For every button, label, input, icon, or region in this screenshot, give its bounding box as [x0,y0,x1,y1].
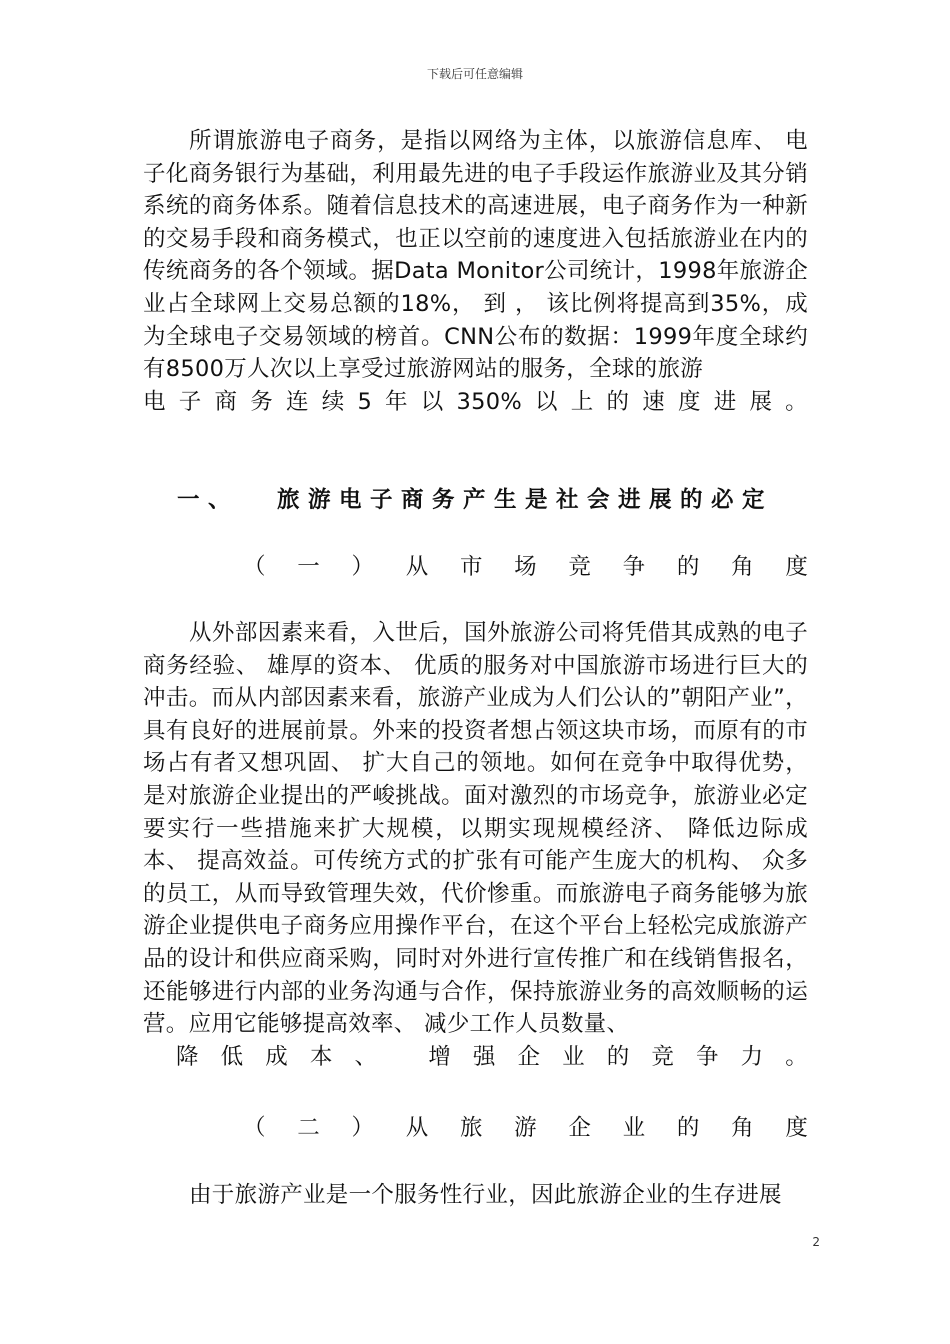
subsection-1-char: 度 [785,554,808,580]
subsection-2-char: （ [243,1115,266,1141]
subsection-1-char: 争 [622,554,646,580]
market-competition-paragraph [143,617,808,1073]
section-heading-1-number: 一、 [176,487,239,513]
subsection-2-char: 度 [785,1115,808,1141]
subsection-2-char: 旅 [459,1115,483,1141]
market-competition-paragraph-block [143,617,808,1073]
subsection-1-char: 角 [731,554,754,580]
page-number: 2 [812,1235,820,1249]
intro-paragraph-last-line: 电子商务连续5年以350%以上的速度进展。 [143,388,808,415]
subsection-1-char: （ [243,554,266,580]
page-header-note: 下载后可任意编辑 [426,67,523,81]
subsection-1-char: 一 [297,554,320,580]
subsection-2-char: 企 [568,1115,591,1141]
subsection-1-char: ） [351,554,374,580]
subsection-1-char: 竞 [568,554,591,580]
subsection-heading-1 [243,551,808,583]
subsection-2-char: 从 [405,1115,429,1141]
subsection-1-char: 的 [676,554,700,580]
intro-paragraph-block [143,125,808,418]
section-heading-1-title: 旅游电子商务产生是社会进展的必定 [277,487,774,513]
subsection-2-char: 业 [622,1115,646,1141]
subsection-1-char: 场 [514,554,537,580]
intro-paragraph [143,125,808,418]
subsection-2-char: ） [351,1115,374,1141]
market-competition-paragraph-last-line: 降低成本、 增强企业的竞争力。 [176,1043,808,1070]
subsection-2-char: 角 [731,1115,754,1141]
section-heading-1 [0,484,950,516]
subsection-1-char: 从 [405,554,429,580]
intro-paragraph-text: 所谓旅游电子商务，是指以网络为主体，以旅游信息库、 电子化商务银行为基础，利用最先进的电子手段运作旅游业及其分销系统的商务体系。随着信息技术的高速进展，电子商务作为一种新的交易手段和商务模式，也正以空前的速度进入包括旅游业在内的传统商务的各个领域。据Data Monitor公司统计，1998年旅游企业占全球网上交易总额的18%， 到 ， 该比例将提高到35%，成为全球电子交易领域的榜首。CNN公布的数据：1999年度全球约有8500万人次以上享受过旅游网站的服务，全球的旅游 [143,128,808,383]
subsection-2-char: 游 [514,1115,537,1141]
market-competition-paragraph-text: 从外部因素来看，入世后，国外旅游公司将凭借其成熟的电子商务经验、 雄厚的资本、 优质的服务对中国旅游市场进行巨大的冲击。而从内部因素来看，旅游产业成为人们公认的”朝阳产业”， 具有良好的进展前景。外来的投资者想占领这块市场，而原有的市场占有者又想巩固、 扩大自己的领地。如何在竞争中取得优势，是对旅游企业提出的严峻挑战。面对激烈的市场竞争，旅游业必定要实行一些措施来扩大规模，以期实现规模经济、 降低边际成本、 提高效益。可传统方式的扩张有可能产生庞大的机构、 众多的员工，从而导致管理失效，代价惨重。而旅游电子商务能够为旅游企业提供电子商务应用操作平台，在这个平台上轻松完成旅游产品的设计和供应商采购，同时对外进行宣传推广和在线销售报名，还能够进行内部的业务沟通与合作，保持旅游业务的高效顺畅的运营。应用它能够提高效率、 减少工作人员数量、 [143,620,808,1038]
subsection-1-char: 市 [459,554,483,580]
tourism-enterprise-paragraph: 由于旅游产业是一个服务性行业，因此旅游企业的生存进展 [189,1182,782,1208]
subsection-2-char: 二 [297,1115,320,1141]
subsection-heading-2 [243,1112,808,1144]
tourism-enterprise-paragraph-block [143,1179,808,1212]
subsection-2-char: 的 [676,1115,700,1141]
